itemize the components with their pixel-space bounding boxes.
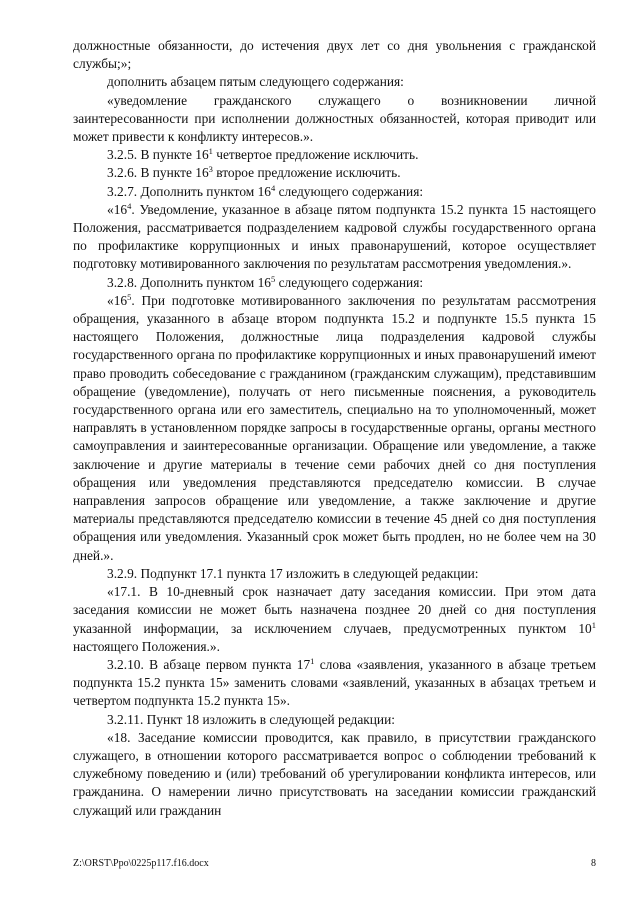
paragraph-clause-17-1: «17.1. В 10-дневный срок назначает дату заседания комиссии. При этом дата заседания комиссии не может быть назначена позднее 20 дней со дня поступления указанной информации, за исключением случаев, предусмотренных пунктом $10^1$ настоящего Положения.». [73, 584, 596, 654]
paragraph-3-2-11: 3.2.11. Пункт 18 изложить в следующей редакции: [107, 711, 395, 727]
paragraph-3-2-7: 3.2.7. Дополнить пунктом $16^4$ следующего содержания: [107, 182, 424, 199]
document-body [73, 37, 596, 820]
paragraph-3-2-10: 3.2.10. В абзаце первом пункта $17^1$ слова «заявления, указанного в абзаце третьем подпункта 15.2 пункта 15» заменить словами «заявлений, указанных в абзацах третьем и четвертом подпункта 15.2 пункта 15». [73, 655, 596, 709]
footer-page-number: 8 [591, 858, 596, 869]
paragraph-continuation: должностные обязанности, до истечения двух лет со дня увольнения с гражданской службы;»; [73, 38, 596, 72]
paragraph-3-2-9: 3.2.9. Подпункт 17.1 пункта 17 изложить в следующей редакции: [107, 565, 479, 581]
paragraph-add-fifth-subparagraph: дополнить абзацем пятым следующего содержания: [107, 74, 404, 90]
paragraph-3-2-5: 3.2.5. В пункте $16^1$ четвертое предложение исключить. [107, 146, 419, 163]
paragraph-3-2-6: 3.2.6. В пункте $16^3$ второе предложение исключить. [107, 164, 401, 181]
paragraph-3-2-8: 3.2.8. Дополнить пунктом $16^5$ следующего содержания: [107, 273, 424, 290]
paragraph-clause-18: «18. Заседание комиссии проводится, как правило, в присутствии гражданского служащего, в отношении которого рассматривается вопрос о соблюдении требований к служебному поведению и (или) требований об урегулировании конфликта интересов, или гражданина. О намерении лично присутствовать на заседании комиссии гражданский служащий или гражданин [73, 729, 596, 818]
page-footer [73, 857, 596, 871]
paragraph-clause-16-4: «$16^4$. Уведомление, указанное в абзаце пятом подпункта 15.2 пункта 15 настоящего Положения, рассматривается подразделением кадровой службы государственного органа по профилактике коррупционных и иных правонарушений, которое осуществляет подготовку мотивированного заключения по результатам рассмотрения уведомления.». [73, 200, 596, 272]
paragraph-notification-quote: «уведомление гражданского служащего о возникновении личной заинтересованности при исполнении должностных обязанностей, которая приводит или может привести к конфликту интересов.». [73, 92, 596, 145]
footer-file-path: Z:\ORST\Ppo\0225p117.f16.docx [73, 858, 209, 869]
paragraph-clause-16-5: «$16^5$. При подготовке мотивированного заключения по результатам рассмотрения обращения, указанного в абзаце втором подпункта 15.2 и подпункте 15.5 пункта 15 настоящего Положения, должностные лица подразделения кадровой службы государственного органа по профилактике коррупционных и иных правонарушений имеют право проводить собеседование с гражданином (гражданским служащим), представившим обращение (уведомление), получать от него письменные пояснения, а руководитель государственного органа или его заместитель, специально на то уполномоченный, может направлять в установленном порядке запросы в государственные органы, органы местного самоуправления и заинтересованные организации. Обращение или уведомление, а также заключение и другие материалы в течение семи рабочих дней со дня поступления обращения или уведомления представляются председателю комиссии. В случае направления запросов обращение или уведомление, а также заключение и другие материалы представляются председателю комиссии в течение 45 дней со дня поступления обращения или уведомления. Указанный срок может быть продлен, но не более чем на 30 дней.». [73, 291, 596, 563]
